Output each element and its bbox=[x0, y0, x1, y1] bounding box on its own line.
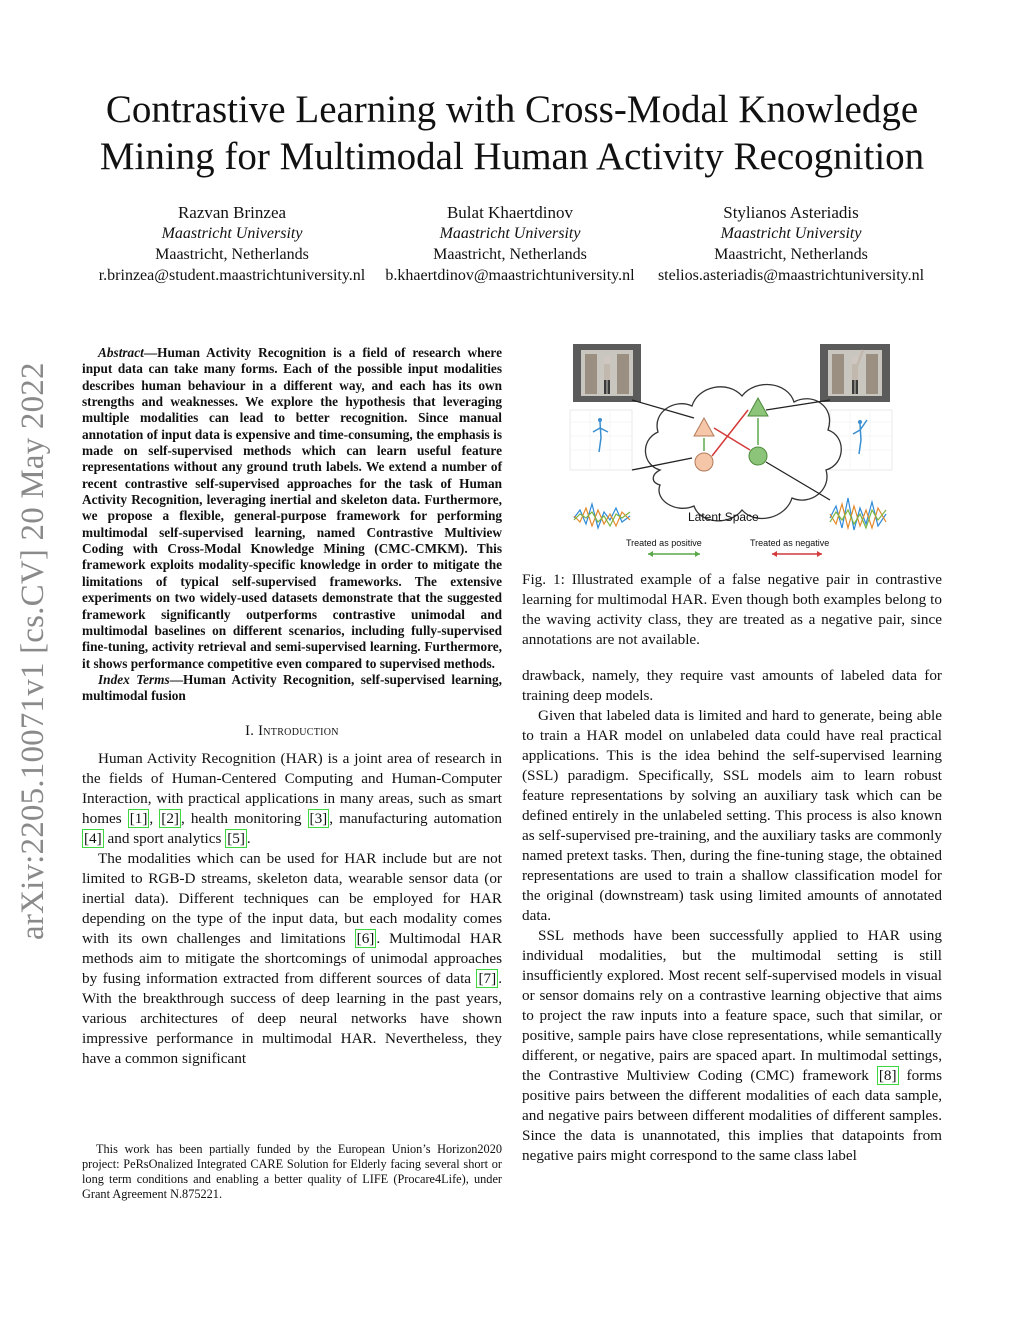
right-paragraph-2: Given that labeled data is limited and hard to generate, being able to train a HAR model on unlabeled data could have real practical applications. This is the idea behind the self-supervised learning (SSL) paradigm. Specifically, SSL models aim to learn robust feature representations by solving an auxiliary task which can be defined entirely in the unlabeled setting. This process is also known as self-supervised pre-training, and the auxiliary tasks are commonly named pretext tasks. Then, during the fine-tuning stage, the obtained representations are used to train a shallow classification model for the original (downstream) task using limited amounts of annotated data. bbox=[522, 707, 942, 924]
text-run: . With the breakthrough success of deep learning in the past years, various architectures of deep neural networks have shown impressive performance in multimodal HAR. Nevertheless, they have a common significant bbox=[82, 969, 502, 1067]
author-location: Maastricht, Netherlands bbox=[155, 246, 309, 263]
index-terms-text: —Human Activity Recognition, self-supervised learning, multimodal fusion bbox=[82, 671, 502, 704]
section-title: Introduction bbox=[258, 722, 339, 739]
citation-link[interactable]: [5] bbox=[227, 829, 245, 847]
author-affiliation: Maastricht University bbox=[439, 225, 581, 242]
citation-link[interactable]: [2] bbox=[161, 809, 179, 827]
citation-link[interactable]: [1] bbox=[129, 809, 148, 827]
right-paragraph-1: drawback, namely, they require vast amounts of labeled data for training deep models. bbox=[522, 667, 942, 704]
citation-link[interactable]: [3] bbox=[309, 809, 328, 827]
text-run: and sport analytics bbox=[103, 829, 226, 847]
section-heading-introduction bbox=[82, 721, 502, 741]
arxiv-stamp: arXiv:2205.10071v1 [cs.CV] 20 May 2022 bbox=[15, 362, 51, 940]
citation-link[interactable]: [8] bbox=[878, 1067, 897, 1084]
left-column bbox=[82, 345, 502, 1069]
author-name: Stylianos Asteriadis bbox=[723, 203, 859, 222]
figure-diagram bbox=[560, 340, 960, 560]
author-email: r.brinzea@student.maastrichtuniversity.nl bbox=[98, 267, 366, 284]
funding-footnote: This work has been partially funded by the European Union’s Horizon2020 project: PeRsOnalized Integrated CARE Solution for Elderly facing several short or long term conditions and enabling a better quality of LIFE (Procare4Life), under Grant Agreement N.875221. bbox=[82, 1142, 502, 1201]
title-line-2: Mining for Multimodal Human Activity Recognition bbox=[99, 135, 925, 178]
text-run: . bbox=[246, 829, 251, 847]
inertial-signal-right bbox=[830, 498, 886, 530]
text-run: , manufacturing automation bbox=[329, 809, 503, 827]
legend-negative-arrow bbox=[772, 551, 822, 557]
abstract-text: —Human Activity Recognition is a field of research where input data can take many forms. Each of the possible input modalities describes human behaviour in a different way, and each has its own strengths and weaknesses. We explore the hypothesis that leveraging multiple modalities can lead to better recognition. Since manual annotation of input data is expensive and time-consuming, the emphasis is made on self-supervised methods which can learn useful feature representations without any ground truth labels. We extend a number of recent contrastive self-supervised approaches for the task of Human Activity Recognition, leveraging inertial and skeleton data. Furthermore, we propose a flexible, general-purpose framework for performing multimodal self-supervised learning, named Contrastive Multiview Coding with Cross-Modal Knowledge Mining (CMC-CMKM). This framework exploits modality-specific knowledge in order to mitigate the limitations of typical self-supervised frameworks. The extensive experiments on two widely-used datasets demonstrate that the suggested framework significantly outperforms contrastive unimodal and multimodal baselines on different scenarios, including fully-supervised fine-tuning, activity retrieval and semi-supervised learning. Furthermore, it shows performance competitive even compared to supervised methods. bbox=[82, 345, 502, 671]
author-affiliation: Maastricht University bbox=[161, 225, 303, 242]
author-1 bbox=[92, 202, 372, 286]
legend-negative-label: Treated as negative bbox=[750, 538, 830, 548]
skeleton-plot-left bbox=[570, 410, 632, 470]
author-2 bbox=[372, 202, 648, 286]
latent-space-label: Latent Space bbox=[688, 510, 759, 524]
author-3 bbox=[648, 202, 934, 286]
text-run: . Multimodal HAR methods aim to mitigate the shortcomings of unimodal approaches by fusing information extracted from different sources of data bbox=[82, 929, 502, 987]
author-location: Maastricht, Netherlands bbox=[433, 246, 587, 263]
latent-space-cloud bbox=[645, 385, 841, 521]
intro-paragraph-2 bbox=[82, 849, 502, 1069]
right-paragraph-3 bbox=[522, 926, 942, 1166]
person-right-icon bbox=[852, 350, 864, 394]
circle-node-left bbox=[695, 453, 713, 471]
abstract-lead: Abstract bbox=[98, 345, 144, 360]
intro-paragraph-1 bbox=[82, 749, 502, 849]
citation-link[interactable]: [4] bbox=[84, 829, 102, 847]
abstract bbox=[82, 345, 502, 672]
author-email: b.khaertdinov@maastrichtuniversity.nl bbox=[385, 267, 635, 284]
author-name: Razvan Brinzea bbox=[177, 203, 287, 222]
title-line-1: Contrastive Learning with Cross-Modal Knowledge bbox=[105, 88, 919, 131]
person-left-icon bbox=[604, 357, 611, 395]
legend-positive-arrow bbox=[648, 551, 700, 557]
text-run: forms positive pairs between the different modalities of each data sample, and negative pairs between different modalities of different samples. Since the data is unannotated, this implies that datapoints from negative pairs might correspond to the same class label bbox=[522, 1067, 942, 1164]
citation-link[interactable]: [7] bbox=[478, 969, 497, 987]
right-column bbox=[522, 666, 942, 1166]
figure-1 bbox=[560, 340, 960, 560]
index-terms bbox=[82, 672, 502, 705]
inertial-signal-left bbox=[574, 504, 630, 528]
text-run: Human Activity Recognition (HAR) is a joint area of research in the fields of Human-Centered Computing and Human-Computer Interaction, with practical applications in many areas, such as smart homes bbox=[82, 749, 502, 827]
legend-positive-label: Treated as positive bbox=[626, 538, 702, 548]
citation-link[interactable]: [6] bbox=[356, 929, 375, 947]
text-run: The modalities which can be used for HAR include but are not limited to RGB-D streams, skeleton data, wearable sensor data (or inertial data). Different techniques can be employed for HAR depending on the type of the input data, but each modality comes with its own challenges and limitations bbox=[82, 849, 502, 947]
author-email: stelios.asteriadis@maastrichtuniversity.nl bbox=[657, 267, 925, 284]
author-affiliation: Maastricht University bbox=[720, 225, 862, 242]
section-number: I. bbox=[245, 722, 259, 739]
author-location: Maastricht, Netherlands bbox=[714, 246, 868, 263]
text-run: , bbox=[149, 809, 160, 827]
index-terms-lead: Index Terms bbox=[98, 671, 170, 687]
text-run: SSL methods have been successfully applied to HAR using individual modalities, but the multimodal setting is still insufficiently explored. Most recent self-supervised models in visual or sensor domains rely on a contrastive learning objective that aims to project the raw inputs into a feature space, such that similar, or positive, sample pairs have close representations, while semantically different, or negative, pairs are spaced apart. In multimodal settings, the Contrastive Multiview Coding (CMC) framework bbox=[522, 927, 942, 1084]
author-name: Bulat Khaertdinov bbox=[446, 203, 574, 222]
figure-caption: Fig. 1: Illustrated example of a false negative pair in contrastive learning for multimodal HAR. Even though both examples belong to the waving activity class, they are treated as a negative pair, since annotations are not available. bbox=[522, 571, 942, 648]
text-run: , health monitoring bbox=[180, 809, 308, 827]
circle-node-right bbox=[749, 447, 767, 465]
paper-title bbox=[40, 86, 984, 180]
